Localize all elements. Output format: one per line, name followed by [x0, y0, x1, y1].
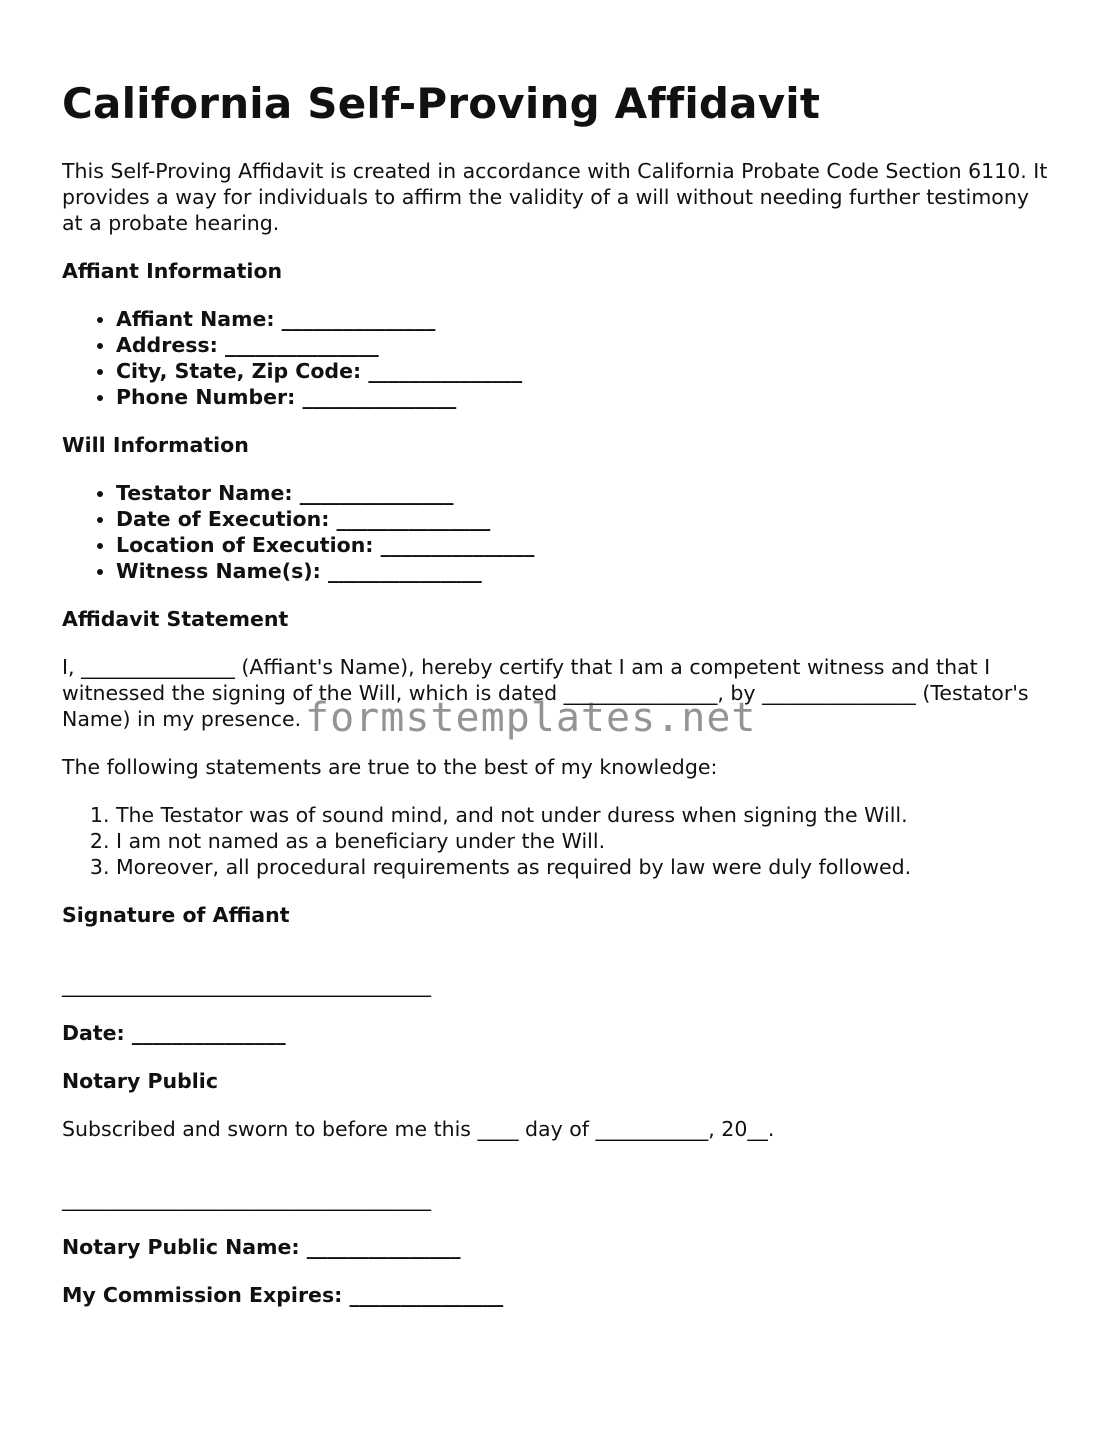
notary-name: Notary Public Name: _______________ — [62, 1235, 461, 1259]
list-item: • Witness Name(s): _______________ — [116, 558, 1052, 584]
intro-paragraph: This Self-Proving Affidavit is created in accordance with California Probate Code Section 6110. It provides a way for individuals to affirm the validity of a will without needing further testimony at a probate hearing. — [62, 159, 1048, 235]
list-item: • Affiant Name: _______________ — [116, 306, 1052, 332]
document — [62, 78, 1052, 1330]
list-item: 3. Moreover, all procedural requirements as required by law were duly followed. — [116, 854, 1052, 880]
affiant-info-heading: Affiant Information — [62, 259, 283, 283]
page-title: California Self-Proving Affidavit — [62, 79, 821, 128]
list-item: • Address: _______________ — [116, 332, 1052, 358]
statement-heading: Affidavit Statement — [62, 607, 289, 631]
affiant-info-list — [62, 306, 1052, 410]
list-item: • City, State, Zip Code: _______________ — [116, 358, 1052, 384]
will-info-list — [62, 480, 1052, 584]
notary-signature-line: ____________________________________ — [62, 1187, 431, 1211]
list-item: • Date of Execution: _______________ — [116, 506, 1052, 532]
signature-date: Date: _______________ — [62, 1021, 286, 1045]
list-item: 2. I am not named as a beneficiary under the Will. — [116, 828, 1052, 854]
notary-heading: Notary Public — [62, 1069, 218, 1093]
statement-list — [62, 802, 1052, 880]
notary-sworn-text: Subscribed and sworn to before me this ____ day of ___________, 20__. — [62, 1117, 775, 1141]
commission-expires: My Commission Expires: _______________ — [62, 1283, 504, 1307]
affiant-signature-line: ____________________________________ — [62, 973, 431, 997]
statement-lead: The following statements are true to the best of my knowledge: — [62, 755, 718, 779]
list-item: 1. The Testator was of sound mind, and not under duress when signing the Will. — [116, 802, 1052, 828]
list-item: • Location of Execution: _______________ — [116, 532, 1052, 558]
list-item: • Phone Number: _______________ — [116, 384, 1052, 410]
watermark: formstemplates.net — [305, 695, 757, 741]
list-item: • Testator Name: _______________ — [116, 480, 1052, 506]
statement-paragraph: I, _______________ (Affiant's Name), hereby certify that I am a competent witness and that I witnessed the signing of the Will, which is dated _______________, by _______________ (Testator's Name) in my presence. — [62, 655, 1029, 731]
signature-heading: Signature of Affiant — [62, 903, 290, 927]
will-info-heading: Will Information — [62, 433, 249, 457]
